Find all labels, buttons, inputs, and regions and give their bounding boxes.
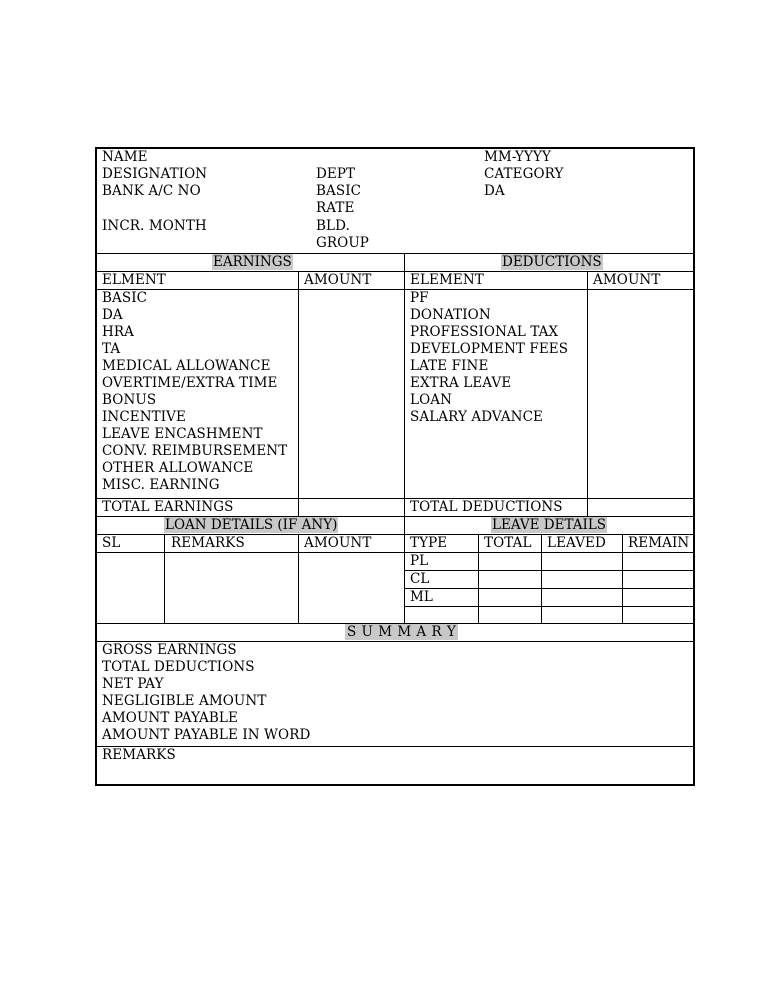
list-item: DEVELOPMENT FEES (410, 341, 569, 357)
designation-label: DESIGNATION (102, 166, 208, 182)
list-item: OTHER ALLOWANCE (102, 460, 254, 476)
divider (97, 746, 693, 747)
summary-item: AMOUNT PAYABLE (102, 710, 238, 726)
leave-details-title: LEAVE DETAILS (492, 517, 607, 533)
list-item: MEDICAL ALLOWANCE (102, 358, 271, 374)
list-item: TA (102, 341, 121, 357)
divider (404, 588, 693, 589)
list-item: SALARY ADVANCE (410, 409, 543, 425)
list-item: BASIC (102, 290, 148, 306)
deductions-amount-header: AMOUNT (593, 272, 661, 288)
divider (97, 552, 693, 553)
summary-item: GROSS EARNINGS (102, 642, 237, 658)
remarks-label: REMARKS (102, 747, 176, 763)
list-item: BONUS (102, 392, 157, 408)
category-label: CATEGORY (484, 166, 564, 182)
divider (404, 606, 693, 607)
earnings-amount-header: AMOUNT (304, 272, 372, 288)
leave-type-ml: ML (410, 589, 433, 605)
rate-label: RATE (316, 200, 355, 216)
list-item: PROFESSIONAL TAX (410, 324, 559, 340)
list-item: PF (410, 290, 429, 306)
leave-type-cl: CL (410, 571, 430, 587)
dept-label: DEPT (316, 166, 356, 182)
list-item: LATE FINE (410, 358, 489, 374)
loan-sl-header: SL (102, 535, 121, 551)
earnings-title: EARNINGS (213, 254, 292, 270)
divider (587, 271, 588, 516)
leave-type-pl: PL (410, 553, 429, 569)
earnings-element-header: ELMENT (102, 272, 166, 288)
bank-ac-label: BANK A/C NO (102, 183, 201, 199)
list-item: CONV. REIMBURSEMENT (102, 443, 288, 459)
incr-month-label: INCR. MONTH (102, 218, 207, 234)
loan-details-title: LOAN DETAILS (IF ANY) (165, 517, 338, 533)
group-label: GROUP (316, 235, 369, 251)
total-deductions-label: TOTAL DEDUCTIONS (410, 499, 563, 515)
list-item: LEAVE ENCASHMENT (102, 426, 263, 442)
deductions-title: DEDUCTIONS (502, 254, 602, 270)
leave-remain-header: REMAIN (628, 535, 690, 551)
leave-type-header: TYPE (410, 535, 448, 551)
leave-total-header: TOTAL (484, 535, 532, 551)
summary-title: S U M M A R Y (347, 624, 457, 640)
mm-yyyy-label: MM-YYYY (484, 149, 552, 165)
loan-amount-header: AMOUNT (304, 535, 372, 551)
divider (478, 534, 479, 623)
divider (164, 534, 165, 623)
divider (298, 271, 299, 516)
list-item: INCENTIVE (102, 409, 186, 425)
deductions-list (410, 290, 568, 426)
loan-remarks-header: REMARKS (171, 535, 245, 551)
divider (298, 534, 299, 623)
list-item: LOAN (410, 392, 452, 408)
list-item: DA (102, 307, 123, 323)
leave-leaved-header: LEAVED (547, 535, 606, 551)
summary-item: NEGLIGIBLE AMOUNT (102, 693, 267, 709)
list-item: DONATION (410, 307, 491, 323)
deductions-element-header: ELEMENT (410, 272, 484, 288)
divider (622, 534, 623, 623)
summary-list (102, 642, 310, 744)
list-item: OVERTIME/EXTRA TIME (102, 375, 278, 391)
divider (97, 253, 693, 254)
summary-item: TOTAL DEDUCTIONS (102, 659, 255, 675)
da-label: DA (484, 183, 505, 199)
divider (404, 570, 693, 571)
payslip-form (95, 147, 695, 786)
list-item: HRA (102, 324, 134, 340)
list-item: MISC. EARNING (102, 477, 220, 493)
basic-label: BASIC (316, 183, 362, 199)
divider (404, 253, 405, 623)
earnings-list (102, 290, 287, 494)
list-item: EXTRA LEAVE (410, 375, 512, 391)
summary-item: NET PAY (102, 676, 164, 692)
bld-label: BLD. (316, 218, 350, 234)
summary-item: AMOUNT PAYABLE IN WORD (102, 727, 311, 743)
name-label: NAME (102, 149, 148, 165)
divider (541, 534, 542, 623)
total-earnings-label: TOTAL EARNINGS (102, 499, 234, 515)
